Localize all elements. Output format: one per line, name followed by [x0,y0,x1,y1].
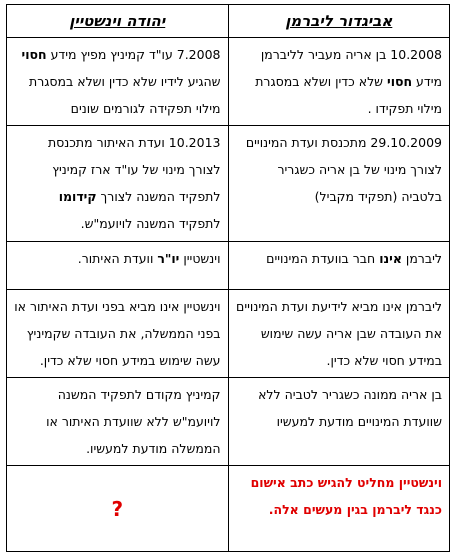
table-row [7,378,450,466]
cell-weinstein-4: וינשטיין אינו מביא בפני ועדת האיתור או בפני הממשלה, את העובדה שקמיניץ עשה שימוש במידע חסוי שלא כדין. [7,290,229,378]
cell-weinstein-3: וינשטיין יו"ר וועדת האיתור. [7,242,229,290]
comparison-table [6,4,450,552]
header-liberman: אביגדור ליברמן [228,5,450,38]
cell-weinstein-6 [7,466,229,552]
cell-liberman-6: וינשטיין מחליט להגיש כתב אישום כנגד ליברמן בגין מעשים אלה. [228,466,450,552]
cell-weinstein-5: קמיניץ מקודם לתפקיד המשנה לויועמ"ש ללא שוועדת האיתור או הממשלה מודעת למעשיו. [7,378,229,466]
cell-liberman-1: 10.2008 בן אריה מעביר לליברמן מידע חסוי שלא כדין ושלא במסגרת מילוי תפקידו . [228,38,450,126]
table-row [7,290,450,378]
question-mark: ? [111,496,124,521]
cell-weinstein-1: 7.2008 עו"ד קמיניץ מפיץ מידע חסוי שהגיע לידיו שלא כדין ושלא במסגרת מילוי תפקידה לגורמים שונים [7,38,229,126]
cell-liberman-4: ליברמן אינו מביא לידיעת ועדת המינויים את העובדה שבן אריה עשה שימוש במידע חסוי שלא כדין. [228,290,450,378]
header-weinstein: יהודה וינשטיין [7,5,229,38]
cell-weinstein-2: 10.2013 ועדת האיתור מתכנסת לצורך מינוי של עו"ד ארז קמיניץ לתפקיד המשנה לצורך קידומו לתפקיד המשנה לויועמ"ש. [7,126,229,242]
cell-liberman-3: ליברמן אינו חבר בוועדת המינויים [228,242,450,290]
table-row [7,466,450,552]
cell-liberman-5: בן אריה ממונה כשגריר לטביה ללא שוועדת המינויים מודעת למעשיו [228,378,450,466]
table-row [7,38,450,126]
cell-liberman-2: 29.10.2009 מתכנסת ועדת המינויים לצורך מינוי של בן אריה כשגריר בלטביה (תפקיד מקביל) [228,126,450,242]
table-row [7,242,450,290]
table-row [7,126,450,242]
header-row [7,5,450,38]
